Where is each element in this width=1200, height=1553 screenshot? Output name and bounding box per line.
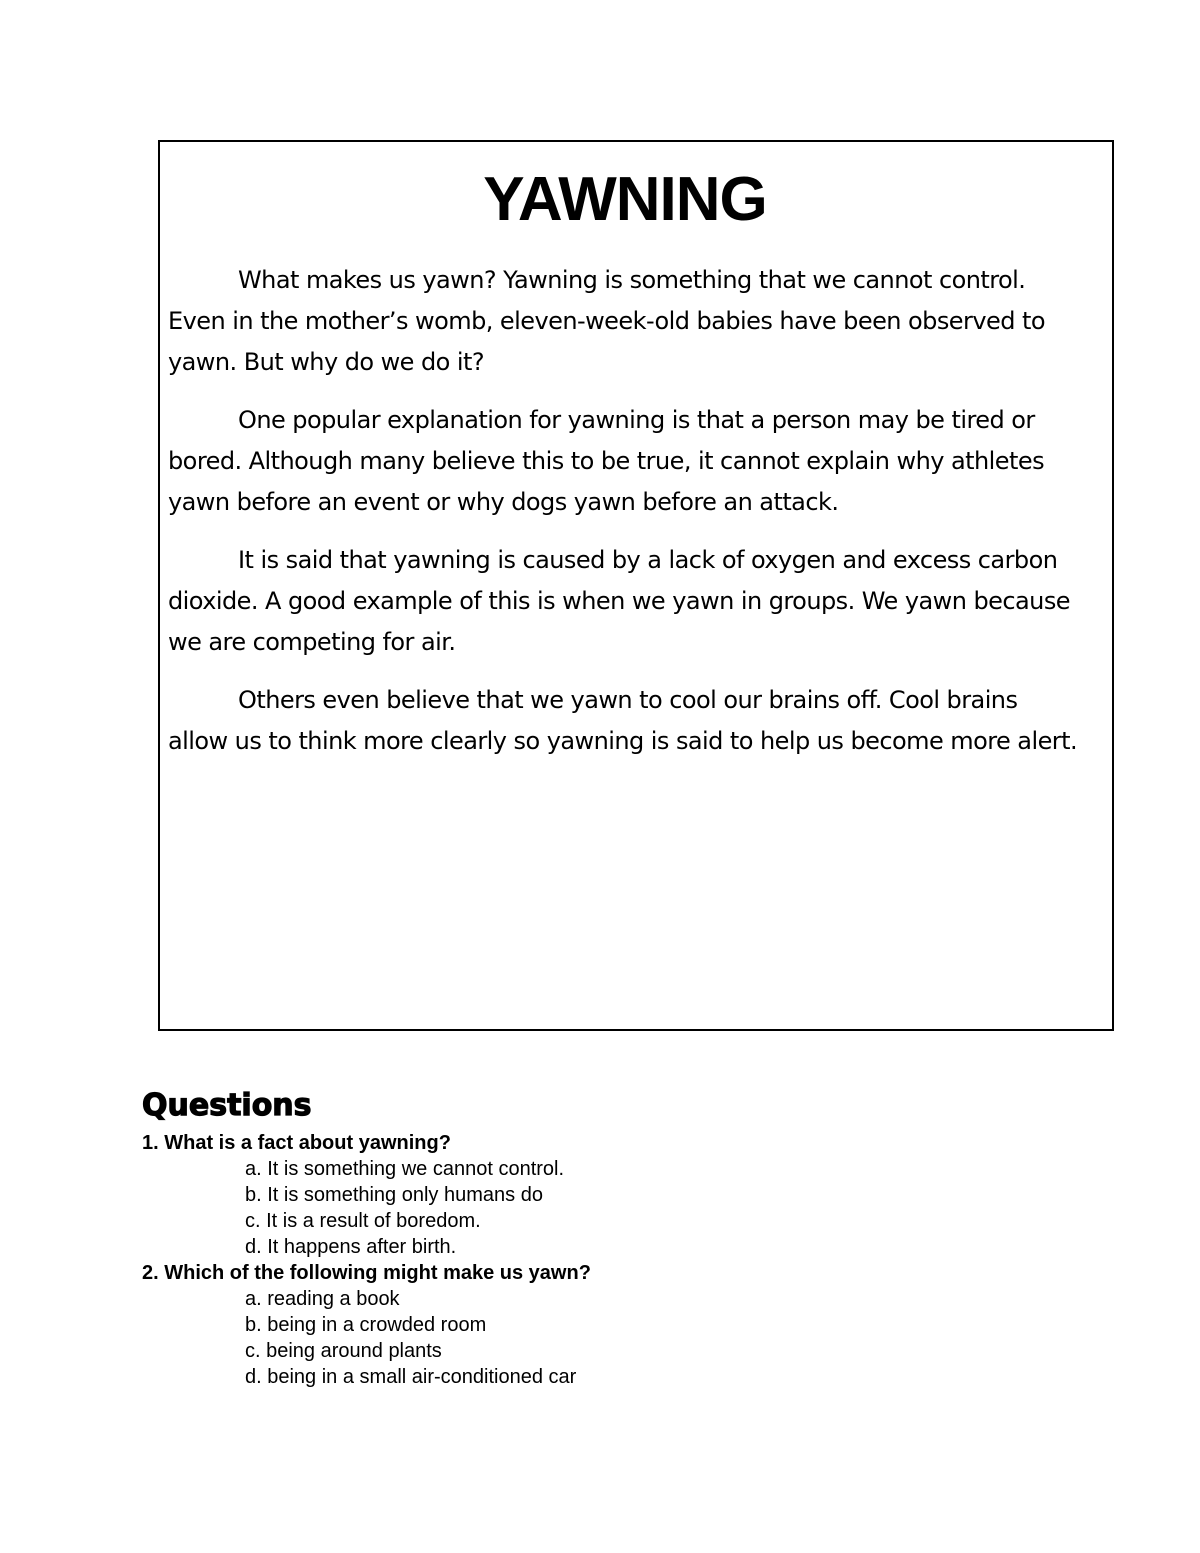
reading-passage-box	[158, 140, 1114, 1031]
answer-option: b. It is something only humans do	[245, 1184, 543, 1206]
answer-option: c. It is a result of boredom.	[245, 1210, 481, 1232]
passage-paragraph: What makes us yawn? Yawning is something that we cannot control. Even in the mother’s womb, eleven-week-old babies have been observed to yawn. But why do we do it?	[168, 266, 1045, 376]
answer-option: c. being around plants	[245, 1340, 442, 1362]
passage-paragraph: One popular explanation for yawning is that a person may be tired or bored. Although many believe this to be true, it cannot explain why athletes yawn before an event or why dogs yawn before an attack.	[168, 406, 1045, 516]
question-prompt: 2. Which of the following might make us yawn?	[142, 1262, 591, 1284]
passage-paragraph: Others even believe that we yawn to cool our brains off. Cool brains allow us to think more clearly so yawning is said to help us become more alert.	[168, 686, 1078, 755]
question-prompt: 1. What is a fact about yawning?	[142, 1132, 451, 1154]
passage-title: YAWNING	[483, 165, 767, 234]
questions-heading: Questions	[142, 1088, 312, 1123]
question-1	[142, 1130, 1142, 1260]
answer-option: d. being in a small air-conditioned car	[245, 1366, 577, 1388]
passage-body	[168, 260, 1082, 762]
question-2	[142, 1260, 1142, 1390]
questions-section	[142, 1086, 1142, 1390]
answer-option: a. It is something we cannot control.	[245, 1158, 565, 1180]
answer-option: d. It happens after birth.	[245, 1236, 457, 1258]
answer-option: a. reading a book	[245, 1288, 400, 1310]
answer-option: b. being in a crowded room	[245, 1314, 487, 1336]
passage-paragraph: It is said that yawning is caused by a lack of oxygen and excess carbon dioxide. A good example of this is when we yawn in groups. We yawn because we are competing for air.	[168, 546, 1071, 656]
